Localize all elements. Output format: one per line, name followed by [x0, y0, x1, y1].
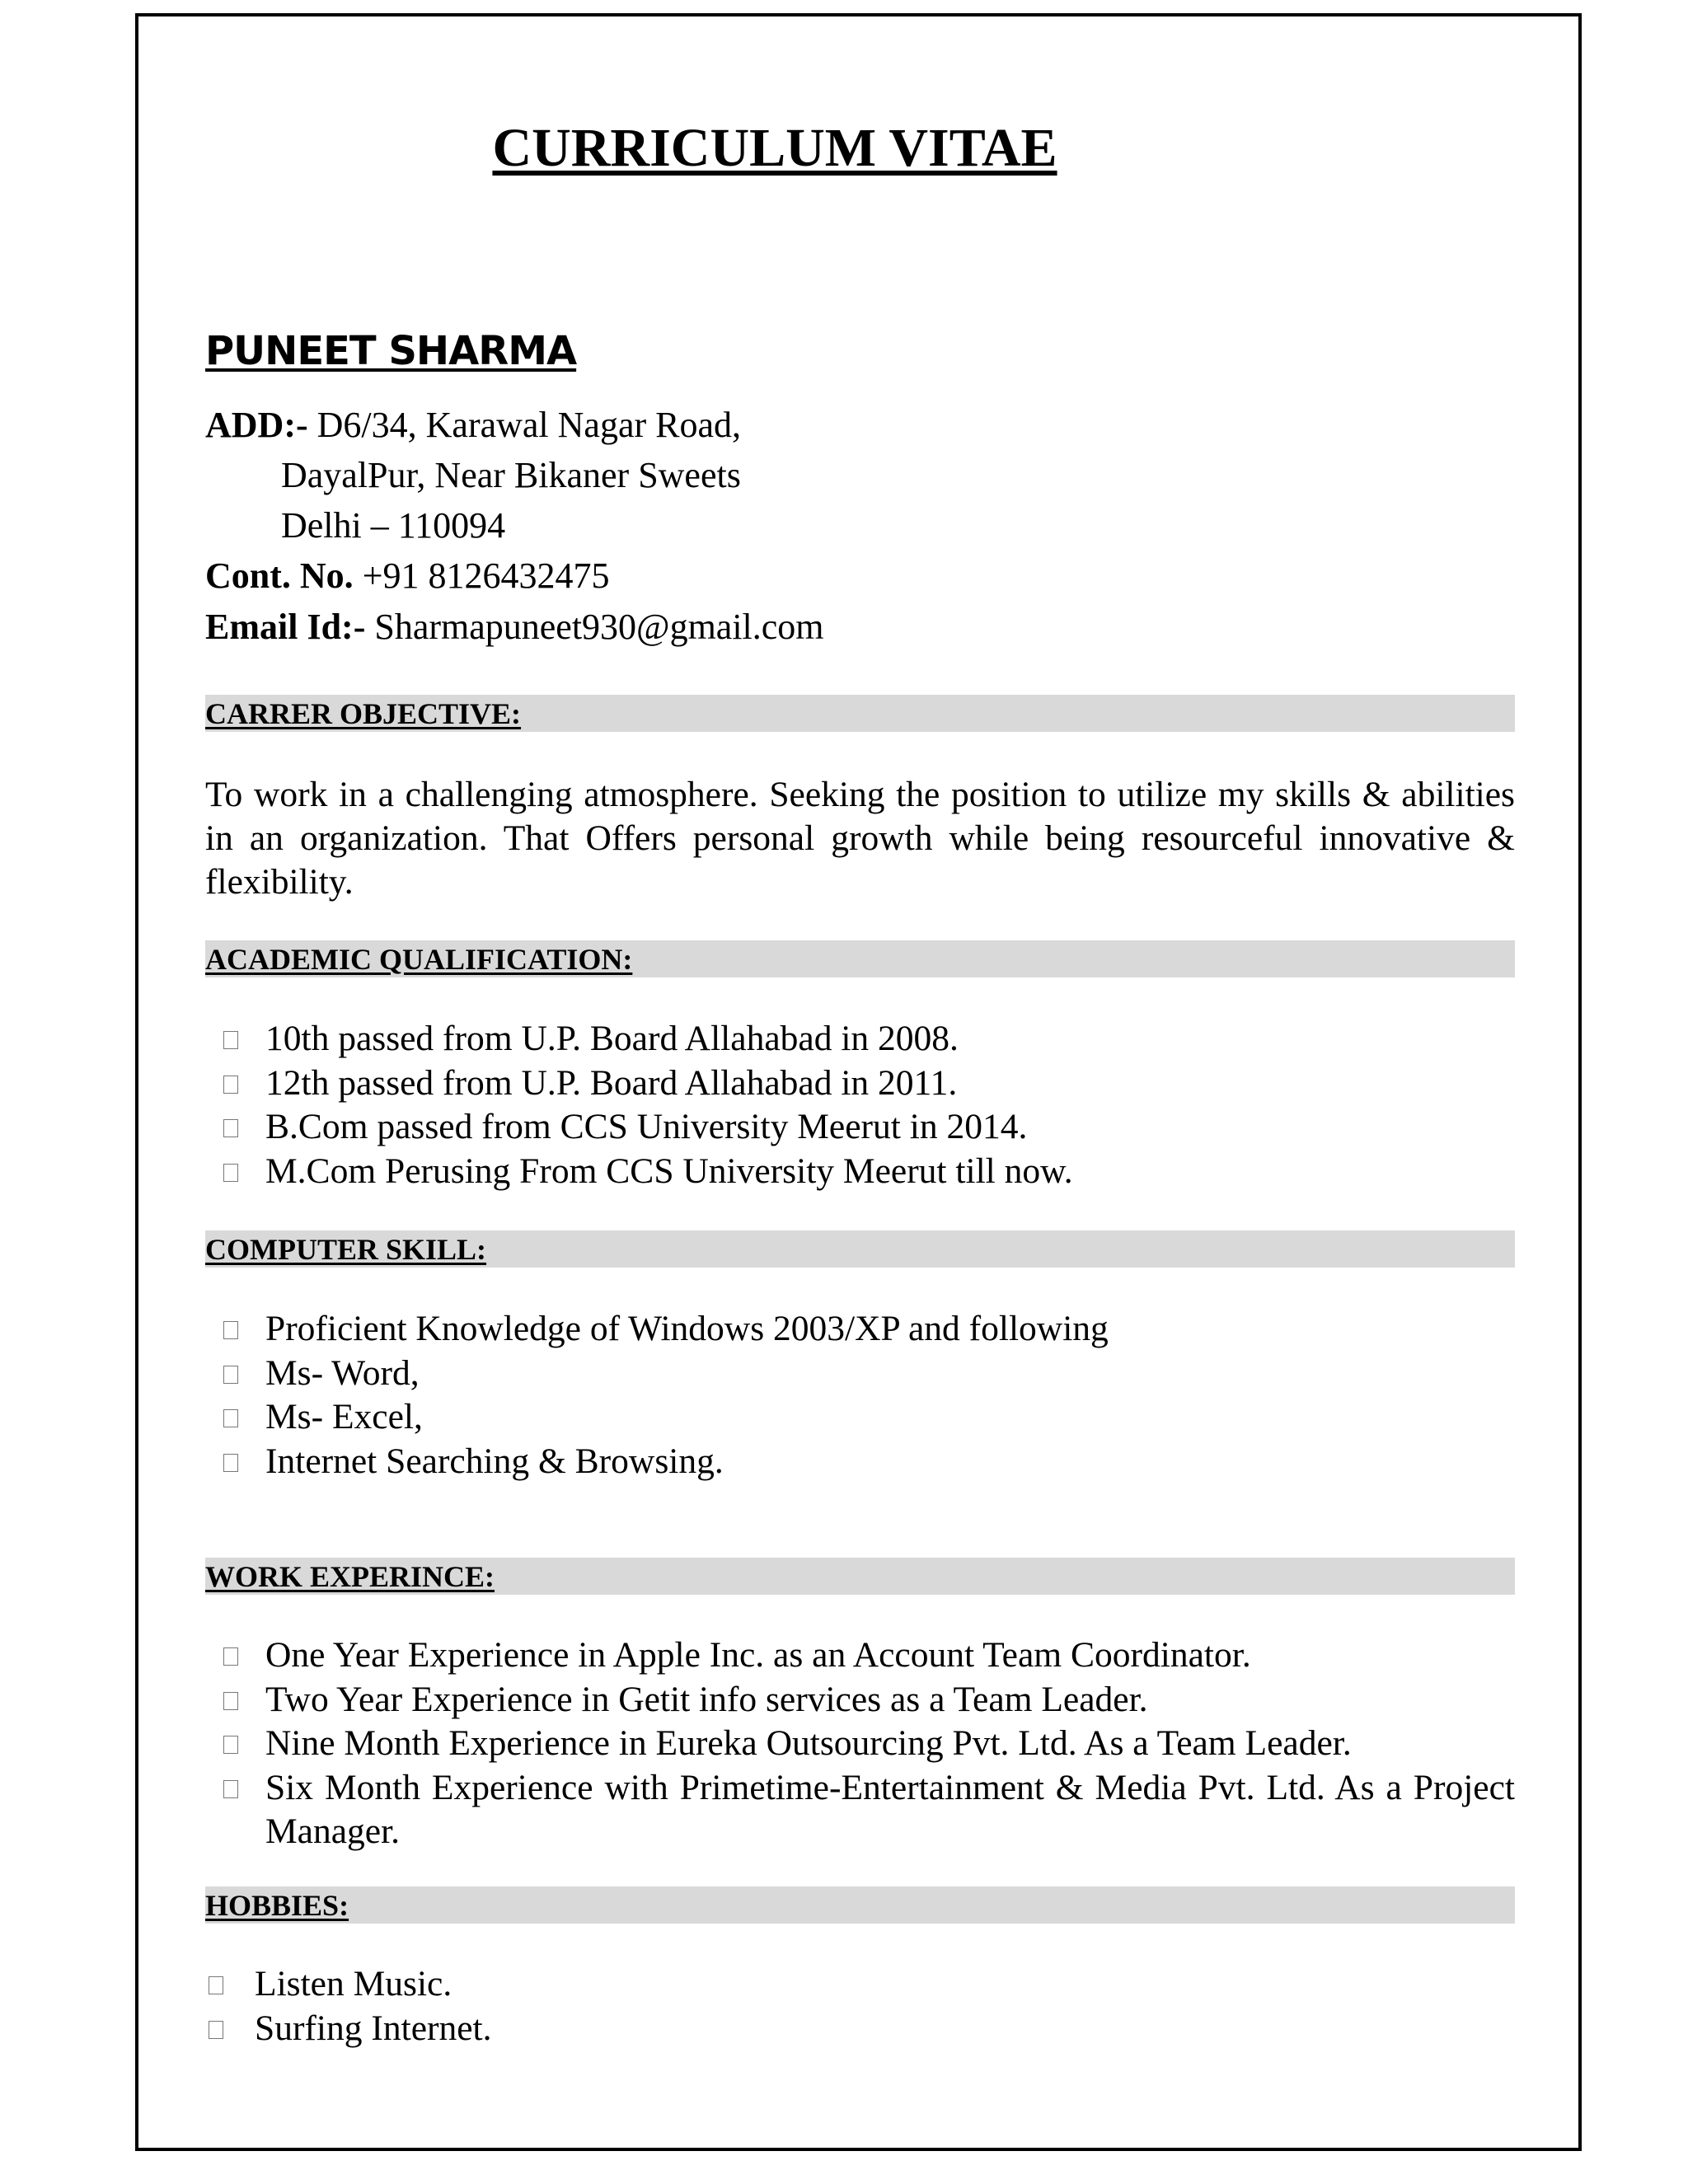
objective-text: To work in a challenging atmosphere. Seeking the position to utilize my skills & abilities in an organization. That Offers personal growth while being resourceful innovative & flexibility. [205, 775, 1515, 902]
list-item: Surfing Internet. [205, 2007, 1194, 2051]
list-item: One Year Experience in Apple Inc. as an Account Team Coordinator. [205, 1633, 1515, 1678]
hobbies-list [205, 1962, 1194, 2050]
work-experience-list [205, 1633, 1515, 1854]
list-item: 12th passed from U.P. Board Allahabad in 2011. [205, 1062, 1515, 1106]
section-work-header [205, 1558, 1515, 1595]
checkbox-square-icon [223, 1780, 238, 1798]
contact-label: Cont. No. [205, 555, 354, 596]
section-hobbies-header [205, 1886, 1515, 1924]
checkbox-square-icon [209, 2021, 223, 2039]
list-item: 10th passed from U.P. Board Allahabad in 2008. [205, 1017, 1515, 1062]
list-item: Nine Month Experience in Eureka Outsourcing Pvt. Ltd. As a Team Leader. [205, 1722, 1515, 1766]
checkbox-square-icon [223, 1366, 238, 1384]
email-line [205, 606, 824, 648]
list-item: Two Year Experience in Getit info services as a Team Leader. [205, 1678, 1515, 1722]
academic-list [205, 1017, 1515, 1193]
checkbox-square-icon [223, 1454, 238, 1472]
checkbox-square-icon [223, 1692, 238, 1710]
list-item: Listen Music. [205, 1962, 1194, 2007]
list-item: Internet Searching & Browsing. [205, 1440, 1515, 1484]
list-item: Ms- Word, [205, 1352, 1515, 1396]
address-value-1: D6/34, Karawal Nagar Road, [316, 405, 742, 445]
section-heading: WORK EXPERINCE: [205, 1560, 495, 1593]
checkbox-square-icon [223, 1164, 238, 1182]
list-item: M.Com Perusing From CCS University Meerut till now. [205, 1150, 1515, 1194]
list-item: Proficient Knowledge of Windows 2003/XP and following [205, 1307, 1515, 1352]
email-label: Email Id:- [205, 607, 366, 647]
checkbox-square-icon [223, 1031, 238, 1049]
section-heading: HOBBIES: [205, 1889, 349, 1922]
address-line-3: Delhi – 110094 [281, 505, 506, 546]
list-item: B.Com passed from CCS University Meerut in 2014. [205, 1105, 1515, 1150]
contact-value: +91 8126432475 [362, 555, 610, 596]
computer-skill-list [205, 1307, 1515, 1483]
address-line-1 [205, 404, 741, 446]
candidate-name: PUNEET SHARMA [205, 328, 577, 374]
checkbox-square-icon [223, 1647, 238, 1666]
section-heading: COMPUTER SKILL: [205, 1233, 487, 1266]
section-heading: CARRER OBJECTIVE: [205, 697, 522, 730]
email-value: Sharmapuneet930@gmail.com [374, 607, 824, 647]
checkbox-square-icon [223, 1409, 238, 1427]
list-item: Six Month Experience with Primetime-Entertainment & Media Pvt. Ltd. As a Project Manager. [205, 1766, 1515, 1854]
contact-line [205, 555, 610, 597]
document-title: CURRICULUM VITAE [492, 118, 1057, 178]
section-heading: ACADEMIC QUALIFICATION: [205, 943, 633, 976]
section-academic-header [205, 940, 1515, 977]
checkbox-square-icon [223, 1076, 238, 1094]
list-item: Ms- Excel, [205, 1395, 1515, 1440]
section-computer-header [205, 1230, 1515, 1268]
checkbox-square-icon [209, 1976, 223, 1994]
checkbox-square-icon [223, 1119, 238, 1137]
section-objective-header [205, 695, 1515, 732]
checkbox-square-icon [223, 1736, 238, 1754]
address-line-2: DayalPur, Near Bikaner Sweets [281, 455, 741, 495]
checkbox-square-icon [223, 1321, 238, 1339]
address-label: ADD:- [205, 405, 308, 445]
